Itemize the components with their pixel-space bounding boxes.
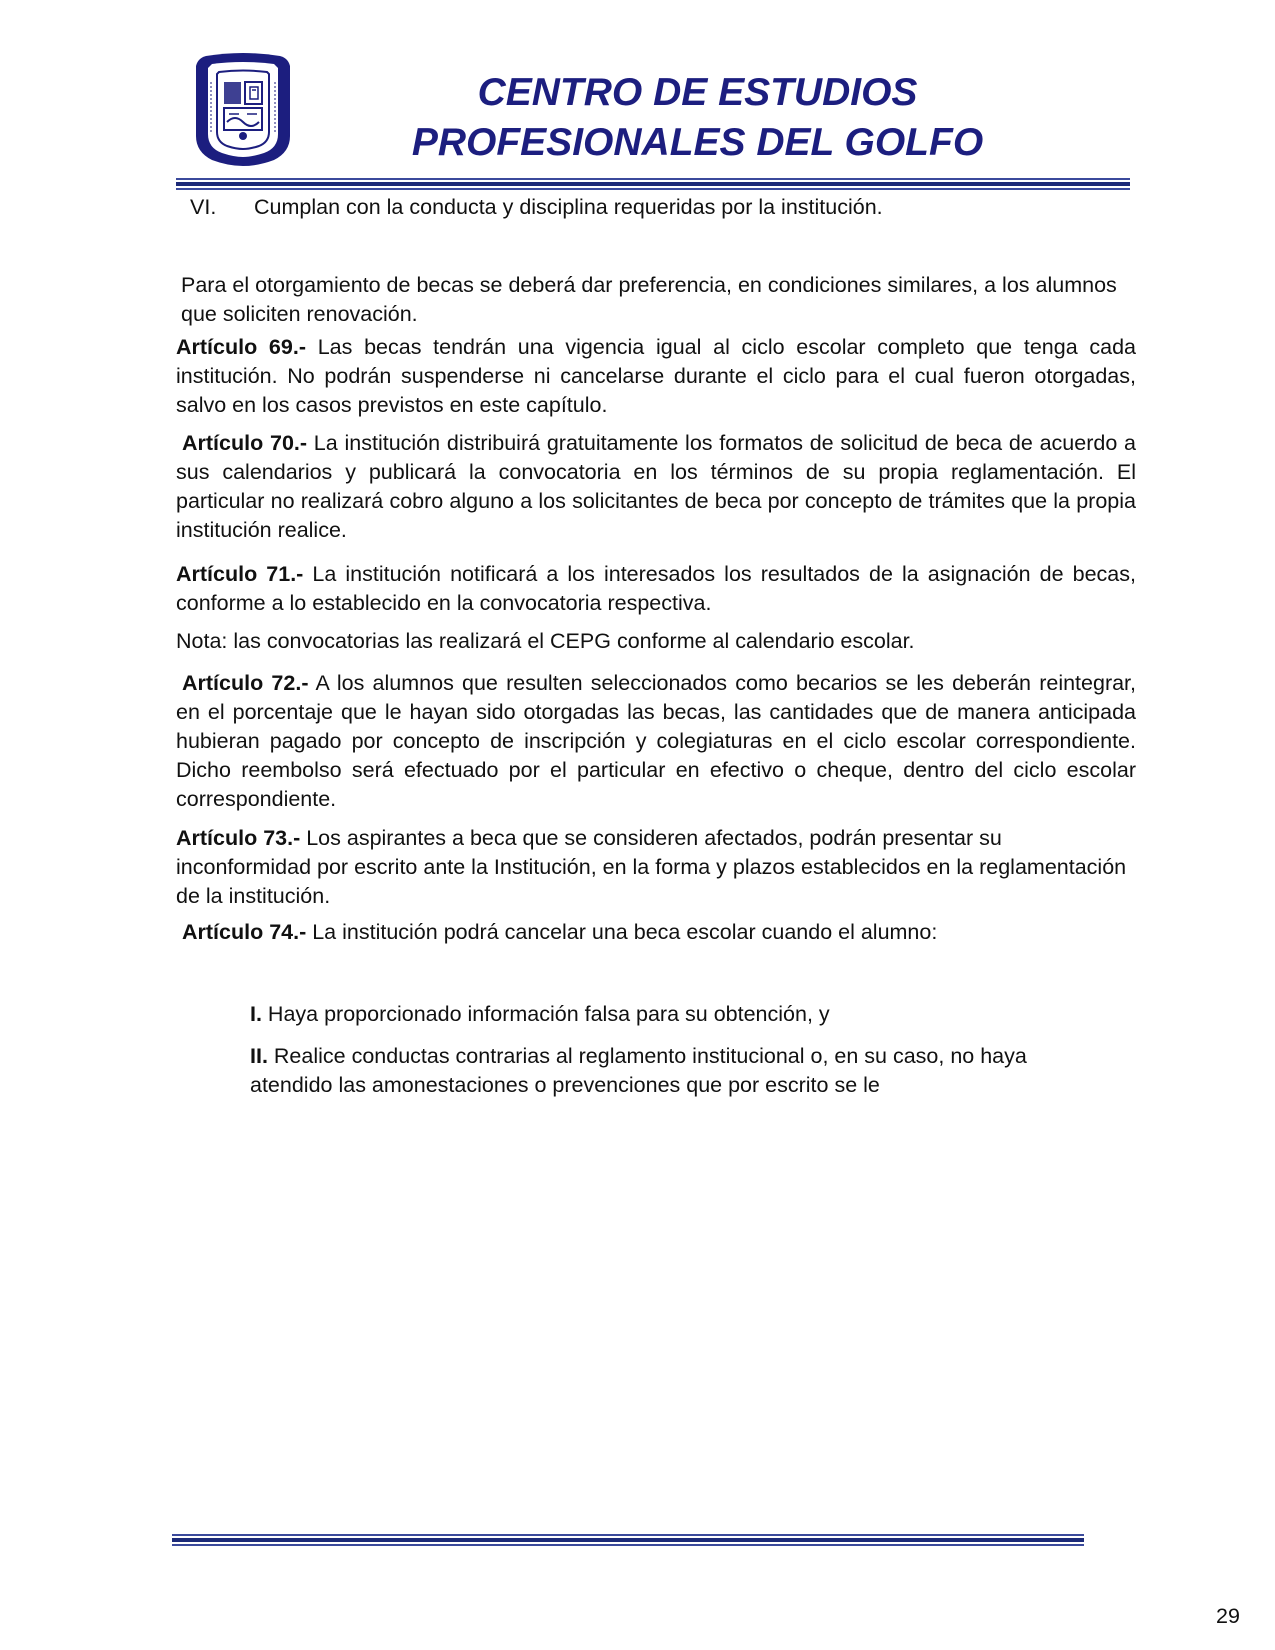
article-70 bbox=[176, 429, 1136, 545]
article-69 bbox=[176, 333, 1136, 420]
list-item-ii bbox=[250, 1042, 1090, 1100]
article-72-text: A los alumnos que resulten seleccionados como becarios se les deberán reintegrar, en el porcentaje que le hayan sido otorgadas las becas, las cantidades que de manera anticipada hubieran pagado por concepto de inscripción y colegiaturas en el ciclo escolar correspondiente. Dicho reembolso será efectuado por el particular en efectivo o cheque, dentro del ciclo escolar correspondiente. bbox=[176, 671, 1137, 811]
list-item-vi-number: VI. bbox=[190, 195, 217, 219]
article-73-label: Artículo 73.- bbox=[176, 826, 301, 850]
list-item-ii-label: II. bbox=[250, 1044, 268, 1068]
list-item-ii-text: Realice conductas contrarias al reglamento institucional o, en su caso, no haya atendido las amonestaciones o prevenciones que por escrito se le bbox=[250, 1044, 1027, 1097]
list-item-i bbox=[250, 1000, 1090, 1029]
article-74 bbox=[182, 918, 1132, 947]
article-74-label: Artículo 74.- bbox=[182, 920, 307, 944]
article-74-text: La institución podrá cancelar una beca escolar cuando el alumno: bbox=[306, 920, 938, 944]
page-header-title bbox=[330, 68, 1065, 168]
list-item-i-text: Haya proporcionado información falsa para su obtención, y bbox=[261, 1002, 830, 1026]
article-71-label: Artículo 71.- bbox=[176, 562, 304, 586]
article-70-text: La institución distribuirá gratuitamente los formatos de solicitud de beca de acuerdo a sus calendarios y publicará la convocatoria en los términos de su propia reglamentación. El particular no realizará cobro alguno a los solicitantes de beca por concepto de trámites que la propia institución realice. bbox=[176, 431, 1136, 542]
article-70-label: Artículo 70.- bbox=[182, 431, 308, 455]
article-71-text: La institución notificará a los interesados los resultados de la asignación de becas, conforme a lo establecido en la convocatoria respectiva. bbox=[176, 562, 1136, 615]
article-72 bbox=[176, 669, 1136, 814]
article-69-label: Artículo 69.- bbox=[176, 335, 306, 359]
article-71 bbox=[176, 560, 1136, 618]
article-73-text: Los aspirantes a beca que se consideren afectados, podrán presentar su inconformidad por escrito ante la Institución, en la forma y plazos establecidos en la reglamentación de la institución. bbox=[176, 826, 1127, 908]
article-73 bbox=[176, 824, 1136, 911]
header-divider bbox=[176, 178, 1130, 192]
note-paragraph: Nota: las convocatorias las realizará el CEPG conforme al calendario escolar. bbox=[176, 629, 915, 653]
list-item-vi-text: Cumplan con la conducta y disciplina requeridas por la institución. bbox=[254, 195, 883, 219]
list-item-i-label: I. bbox=[250, 1002, 262, 1026]
article-69-text: Las becas tendrán una vigencia igual al ciclo escolar completo que tenga cada institución. No podrán suspenderse ni cancelarse durante el ciclo para el cual fueron otorgadas, salvo en los casos previstos en este capítulo. bbox=[176, 335, 1136, 417]
header-title-line2: PROFESIONALES DEL GOLFO bbox=[411, 121, 984, 164]
institution-logo bbox=[192, 52, 294, 168]
paragraph-preferencia: Para el otorgamiento de becas se deberá dar preferencia, en condiciones similares, a los alumnos que soliciten renovación. bbox=[181, 273, 1117, 326]
header-title-line1: CENTRO DE ESTUDIOS bbox=[477, 71, 918, 114]
page-number: 29 bbox=[1216, 1604, 1240, 1628]
article-72-label: Artículo 72.- bbox=[182, 671, 309, 695]
footer-divider bbox=[172, 1534, 1084, 1548]
